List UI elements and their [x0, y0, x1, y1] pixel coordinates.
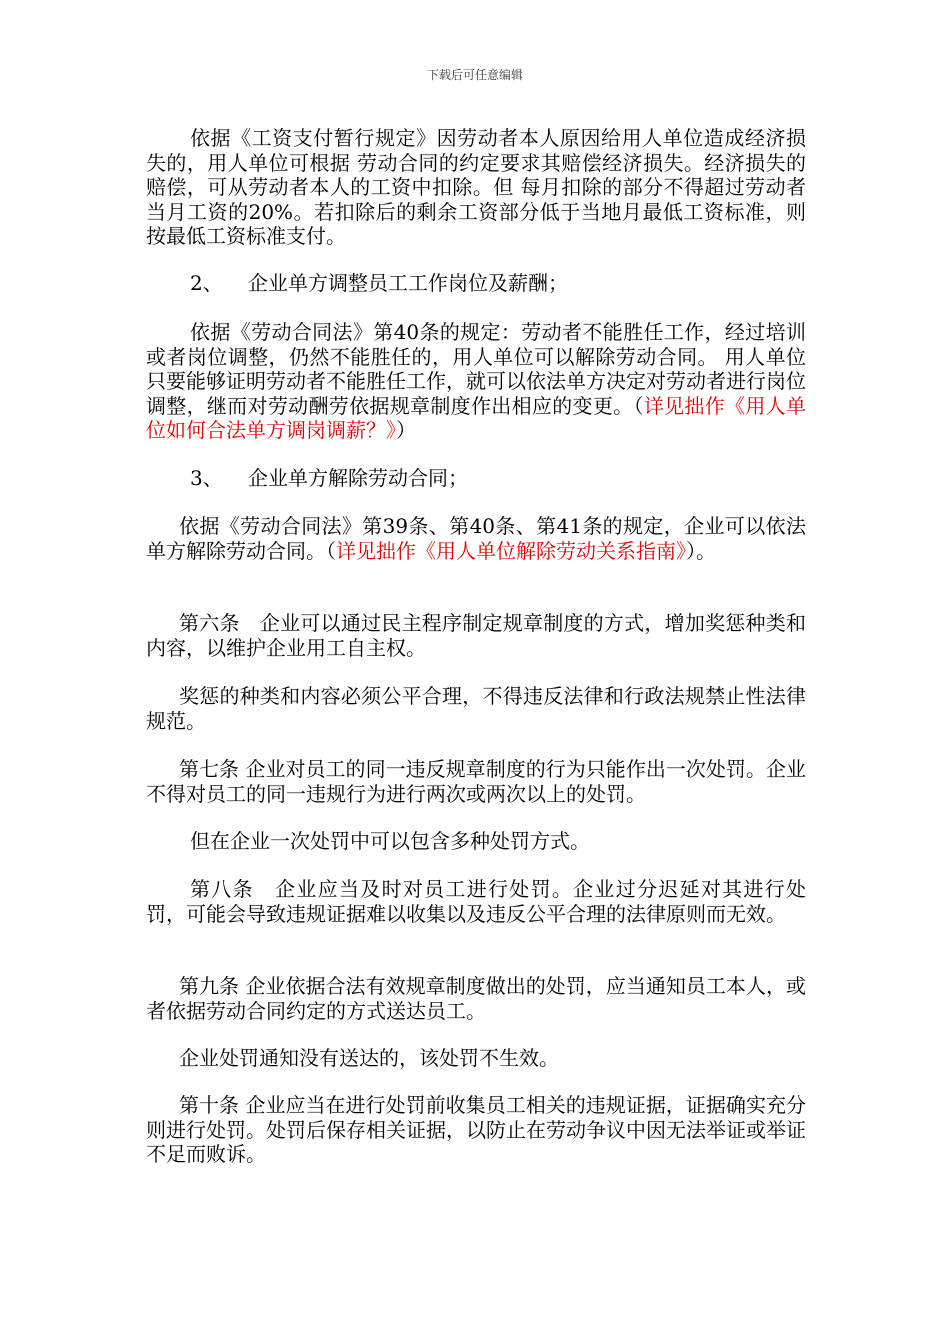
article-7-note: 但在企业一次处罚中可以包含多种处罚方式。 — [190, 829, 590, 853]
article-7: 第七条 企业对员工的同一违反规章制度的行为只能作出一次处罚。企业不得对员工的同一违规行为进行两次或两次以上的处罚。 — [146, 757, 806, 806]
paragraph-contract-termination-text: 依据《劳动合同法》第39条、第40条、第41条的规定，企业可以依法单方解除劳动合同。（ — [146, 514, 806, 563]
article-10: 第十条 企业应当在进行处罚前收集员工相关的违规证据，证据确实充分则进行处罚。处罚后保存相关证据，以防止在劳动争议中因无法举证或举证不足而败诉。 — [146, 1093, 806, 1166]
list-item-3-text: 企业单方解除劳动合同； — [248, 466, 468, 490]
paragraph-contract-termination-tail: ）。 — [686, 538, 716, 563]
list-item-2-number: 2、 — [190, 271, 223, 295]
page-header: 下载后可任意编辑 — [426, 68, 523, 82]
paragraph-job-adjustment — [146, 320, 806, 443]
article-6: 第六条 企业可以通过民主程序制定规章制度的方式，增加奖惩种类和内容，以维护企业用工自主权。 — [146, 611, 806, 660]
list-item-2 — [146, 271, 806, 296]
article-link-termination[interactable]: 详见拙作《用人单位解除劳动关系指南》 — [336, 538, 686, 563]
paragraph-contract-termination — [146, 514, 806, 563]
article-9: 第九条 企业依据合法有效规章制度做出的处罚，应当通知员工本人，或者依据劳动合同约定的方式送达员工。 — [146, 974, 806, 1023]
article-6-fairness: 奖惩的种类和内容必须公平合理，不得违反法律和行政法规禁止性法律规范。 — [146, 684, 806, 733]
article-link-job-adjustment[interactable]: 详见拙作《用人单位如何合法单方调岗调薪？》 — [146, 393, 806, 442]
list-item-2-text: 企业单方调整员工工作岗位及薪酬； — [248, 271, 568, 295]
paragraph-job-adjustment-tail: ） — [396, 418, 416, 442]
paragraph-wage-deduction: 依据《工资支付暂行规定》因劳动者本人原因给用人单位造成经济损失的，用人单位可根据 劳动合同的约定要求其赔偿经济损失。经济损失的赔偿，可从劳动者本人的工资中扣除。但 每月扣除的部分不得超过劳动者当月工资的20%。若扣除后的剩余工资部分低于当地月最低工资标准，则按最低工资标准支付。 — [146, 126, 806, 248]
article-9-note: 企业处罚通知没有送达的，该处罚不生效。 — [179, 1046, 559, 1070]
article-8: 第八条 企业应当及时对员工进行处罚。企业过分迟延对其进行处罚，可能会导致违规证据难以收集以及违反公平合理的法律原则而无效。 — [146, 877, 806, 926]
list-item-3 — [146, 466, 806, 491]
list-item-3-number: 3、 — [190, 466, 223, 490]
paragraph-job-adjustment-text: 依据《劳动合同法》第40条的规定：劳动者不能胜任工作，经过培训或者岗位调整，仍然不能胜任的，用人单位可以解除劳动合同。 用人单位只要能够证明劳动者不能胜任工作，就可以依法单方决定对劳动者进行岗位调整，继而对劳动酬劳依据规章制度作出相应的变更。（ — [146, 320, 806, 418]
